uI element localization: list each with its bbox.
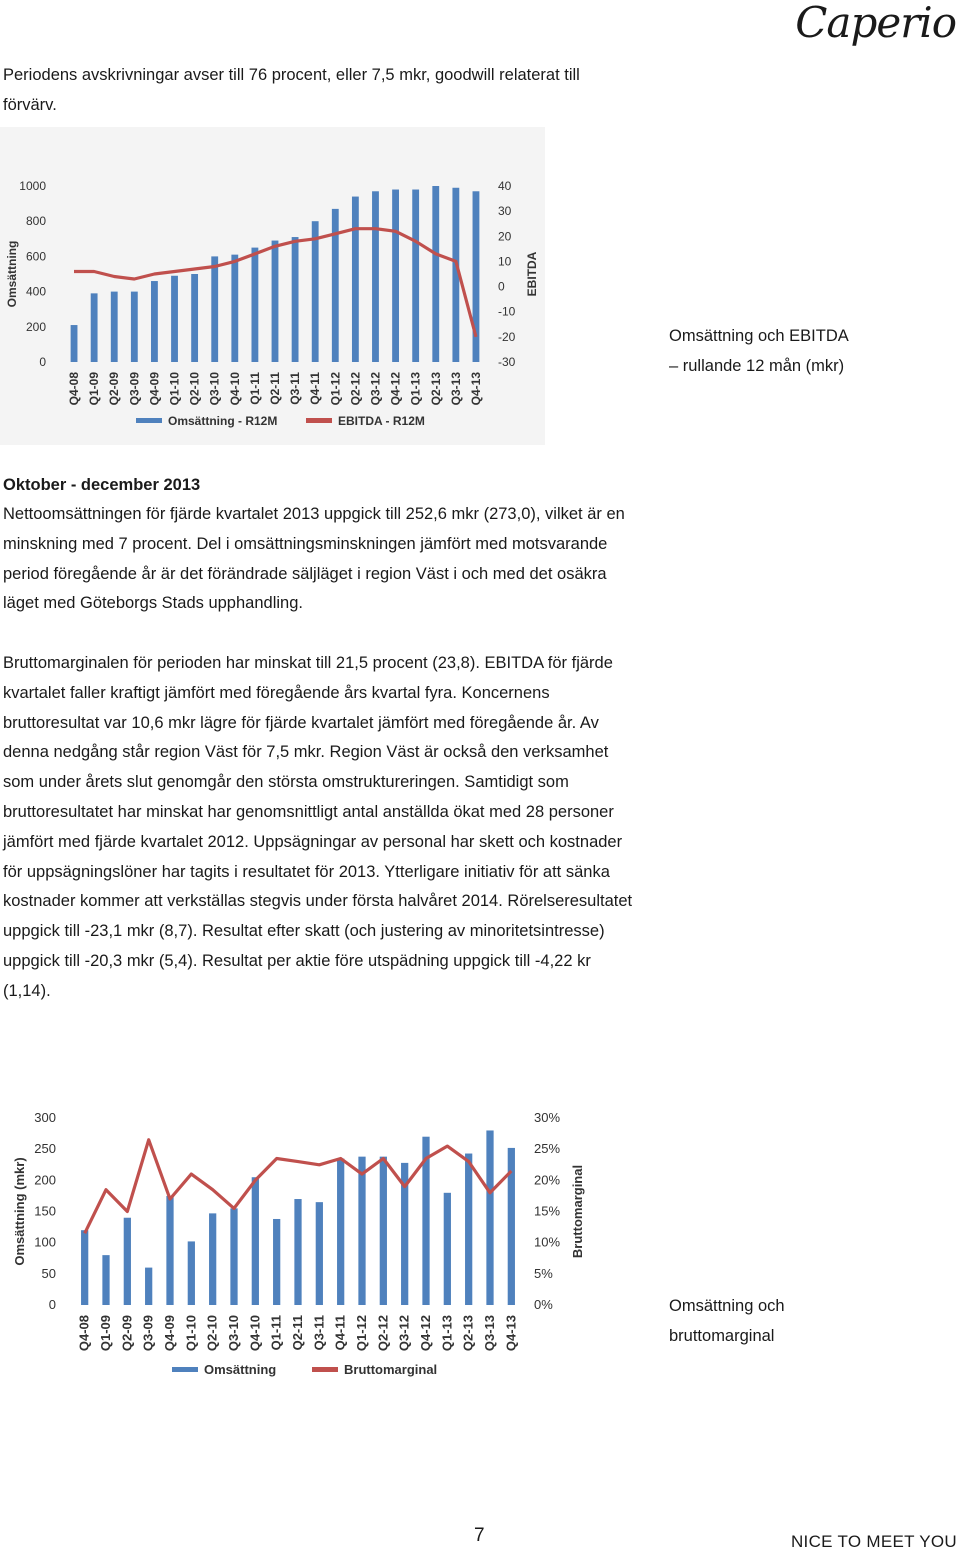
chart2-x-tick: Q3-09 (140, 1315, 156, 1352)
chart2-y-tick: 0 (48, 1297, 56, 1312)
chart1-caption-line2: – rullande 12 mån (mkr) (669, 356, 845, 375)
chart2-y2-tick: 5% (534, 1265, 553, 1281)
chart2-bar (380, 1157, 387, 1305)
chart2-y2-tick: 15% (534, 1203, 561, 1219)
section-paragraph-2-text: Bruttomarginalen för perioden har minskat till 21,5 procent (23,8). EBITDA för fjärde kvartalet faller kraftigt jämfört med föregående års kvartal fyra. Koncernens bruttoresultat var 10,6 mkr lägre för fjärde kvartalet jämfört med föregående år. Av denna nedgång står region Väst för 7,5 mkr. Region Väst är också den verksamhet som under årets slut genomgår den största omstruktureringen. Samtidigt som bruttoresultatet har minskat har genomsnittligt antal anställda ökat med 28 personer jämfört med fjärde kvartalet 2012. Uppsägningar av personal har skett och kostnader för uppsägningslöner har tagits i resultatet för 2013. Ytterligare initiativ för att sänka kostnader kommer att verkställas stegvis under första halvåret 2014. Rörelseresultatet uppgick till -23,1 mkr (8,7). Resultat efter skatt (och justering av minoritetsintresse) uppgick till -20,3 mkr (5,4). Resultat per aktie före utspädning uppgick till -4,22 kr (1,14). (3, 654, 633, 1000)
chart1-bar (412, 190, 419, 362)
chart1-x-tick: Q2-12 (348, 372, 363, 406)
chart2-bar (316, 1202, 323, 1305)
chart1-x-tick: Q3-12 (368, 372, 383, 406)
chart1-bar (272, 241, 279, 362)
chart1-bar (231, 255, 238, 362)
chart1-y2-tick: 40 (498, 179, 512, 193)
chart1-x-tick: Q3-13 (448, 372, 463, 406)
chart1-y-tick: 200 (25, 319, 46, 334)
chart1-x-tick: Q4-13 (468, 372, 483, 406)
chart2-x-tick: Q1-09 (98, 1315, 113, 1352)
chart2-bar (252, 1177, 259, 1305)
chart2-y2-tick: 30% (534, 1110, 561, 1125)
chart1-x-tick: Q1-09 (87, 372, 102, 406)
chart1-caption (669, 322, 849, 382)
chart2-legend-line-swatch (312, 1367, 338, 1372)
caperio-logo: Caperio (795, 0, 956, 47)
chart2-legend-line-label: Bruttomarginal (344, 1362, 438, 1377)
chart1-x-tick: Q2-09 (107, 372, 122, 406)
chart2-bar (124, 1218, 131, 1305)
chart1-bar (91, 293, 98, 362)
chart1-y-label: Omsättning (5, 240, 19, 308)
chart2-x-tick: Q4-12 (418, 1315, 433, 1352)
chart2-legend-bar-label: Omsättning (204, 1362, 277, 1377)
chart1-bar (191, 274, 198, 362)
chart1-y2-tick: 30 (498, 204, 512, 219)
chart2-bar (81, 1230, 88, 1305)
chart2-x-tick: Q3-10 (226, 1315, 241, 1352)
chart2-x-tick: Q4-08 (76, 1315, 92, 1352)
chart2-bar (273, 1219, 280, 1305)
chart1-legend-line-swatch (306, 418, 332, 423)
chart1-x-tick: Q4-11 (308, 372, 323, 405)
chart2-x-tick: Q4-13 (503, 1315, 519, 1352)
intro-text: Periodens avskrivningar avser till 76 procent, eller 7,5 mkr, goodwill relaterat till förvärv. (3, 66, 580, 114)
chart2-y-tick: 150 (34, 1203, 56, 1219)
chart1-x-tick: Q4-12 (388, 372, 403, 406)
chart2-x-tick: Q2-13 (460, 1315, 476, 1352)
chart1-legend-line-label: EBITDA - R12M (338, 414, 425, 428)
chart2-caption-line2: bruttomarginal (669, 1326, 775, 1345)
chart2-x-tick: Q2-10 (204, 1315, 220, 1352)
chart1-bar (432, 186, 439, 362)
chart1-bar (111, 292, 118, 362)
chart2-x-tick: Q1-12 (354, 1315, 369, 1352)
chart-revenue-grossmargin-svg (0, 1100, 600, 1390)
chart1-y-tick: 1000 (19, 179, 46, 193)
footer-tagline: NICE TO MEET YOU (790, 1532, 957, 1551)
chart1-y2-tick: 10 (498, 254, 512, 269)
chart1-x-tick: Q3-10 (207, 372, 222, 406)
chart2-bar (209, 1213, 216, 1305)
chart1-y-tick: 0 (39, 355, 46, 369)
chart1-x-tick: Q4-08 (67, 372, 82, 406)
chart2-x-tick: Q3-12 (396, 1315, 412, 1352)
chart2-y2-tick: 25% (534, 1141, 561, 1157)
chart2-caption-line1: Omsättning och (669, 1297, 785, 1315)
chart-revenue-ebitda-svg (0, 127, 545, 445)
section-paragraph-1 (3, 500, 633, 619)
chart1-y-tick: 600 (25, 249, 46, 264)
chart1-bar (71, 325, 78, 362)
chart1-bar (131, 292, 138, 362)
chart2-bar (145, 1268, 152, 1305)
chart2-y2-tick: 10% (534, 1234, 561, 1250)
chart2-legend-bar-swatch (172, 1367, 198, 1372)
chart2-bar (358, 1157, 365, 1305)
chart1-x-tick: Q3-09 (127, 372, 142, 406)
chart1-y2-tick: -10 (498, 304, 516, 319)
chart1-caption-line1: Omsättning och EBITDA (669, 327, 849, 345)
chart2-bar (102, 1255, 109, 1305)
chart1-bar (352, 197, 359, 362)
page-number: 7 (474, 1525, 485, 1546)
chart2-x-tick: Q1-11 (268, 1315, 284, 1351)
chart1-y-tick: 400 (25, 284, 46, 299)
chart1-legend-bar-label: Omsättning - R12M (168, 414, 278, 428)
chart1-bar (372, 191, 379, 362)
chart2-x-tick: Q2-09 (119, 1315, 135, 1352)
chart1-bar (312, 221, 319, 362)
chart2-x-tick: Q4-09 (162, 1315, 177, 1352)
chart1-bar (211, 256, 218, 362)
chart1-x-tick: Q4-09 (147, 372, 162, 406)
chart1-y-tick: 800 (25, 214, 46, 229)
chart2-y-tick: 100 (34, 1234, 56, 1250)
chart1-bar (392, 190, 399, 362)
chart1-x-tick: Q2-13 (428, 372, 443, 406)
chart1-x-tick: Q1-12 (328, 372, 343, 406)
chart2-y-label: Omsättning (mkr) (12, 1157, 27, 1266)
chart1-x-tick: Q4-10 (227, 372, 242, 406)
section-paragraph-1-text: Nettoomsättningen för fjärde kvartalet 2013 uppgick till 252,6 mkr (273,0), vilket är en minskning med 7 procent. Del i omsättningsminskningen jämfört med motsvarande period föregående år är det förändrade säljläget i region Väst i och med det osäkra läget med Göteborgs Stads upphandling. (3, 505, 625, 613)
chart1-bar (171, 276, 178, 362)
chart1-x-tick: Q1-10 (167, 372, 182, 406)
chart2-x-tick: Q3-11 (311, 1315, 327, 1351)
chart2-x-tick: Q3-13 (482, 1315, 497, 1352)
chart2-y-tick: 300 (34, 1110, 56, 1125)
chart2-bar (166, 1196, 173, 1305)
chart1-y2-tick: -30 (498, 355, 516, 369)
chart1-x-tick: Q3-11 (288, 372, 303, 405)
chart1-x-tick: Q1-11 (247, 372, 262, 405)
chart2-bar (230, 1208, 237, 1305)
chart2-bar (337, 1159, 344, 1305)
chart2-bar (465, 1154, 472, 1305)
chart2-y-tick: 50 (41, 1265, 56, 1281)
chart-revenue-ebitda (0, 127, 545, 445)
section-paragraph-2 (3, 649, 633, 1007)
chart2-y2-label: Bruttomarginal (570, 1164, 585, 1259)
chart2-caption (669, 1292, 785, 1352)
chart2-x-tick: Q4-11 (332, 1315, 348, 1351)
chart2-x-tick: Q1-13 (439, 1315, 455, 1352)
chart1-x-tick: Q2-11 (268, 372, 282, 405)
intro-paragraph (3, 61, 633, 121)
chart1-y2-tick: 20 (498, 229, 512, 244)
chart1-bar (151, 281, 158, 362)
chart2-bar (188, 1241, 195, 1305)
chart2-y2-tick: 0% (534, 1297, 553, 1312)
chart1-legend-bar-swatch (136, 418, 162, 423)
chart2-y2-tick: 20% (534, 1172, 561, 1188)
chart1-x-tick: Q2-10 (187, 372, 202, 406)
chart2-x-tick: Q2-12 (375, 1315, 391, 1352)
chart2-y-tick: 200 (34, 1172, 56, 1188)
chart2-x-tick: Q2-11 (290, 1315, 305, 1351)
chart1-y2-tick: 0 (498, 279, 505, 294)
chart-revenue-grossmargin (0, 1100, 600, 1390)
chart2-bar (294, 1199, 301, 1305)
chart2-y-tick: 250 (34, 1141, 56, 1157)
chart1-bar (251, 248, 258, 362)
chart1-y2-label: EBITDA (525, 251, 539, 297)
chart1-bar (292, 237, 299, 362)
chart2-bar (486, 1130, 493, 1305)
chart2-x-tick: Q4-10 (247, 1315, 263, 1352)
chart1-x-tick: Q1-13 (408, 372, 423, 406)
chart2-bar (444, 1193, 451, 1305)
chart1-y2-tick: -20 (498, 329, 516, 344)
section-heading: Oktober - december 2013 (3, 476, 201, 494)
chart2-x-tick: Q1-10 (183, 1315, 199, 1352)
